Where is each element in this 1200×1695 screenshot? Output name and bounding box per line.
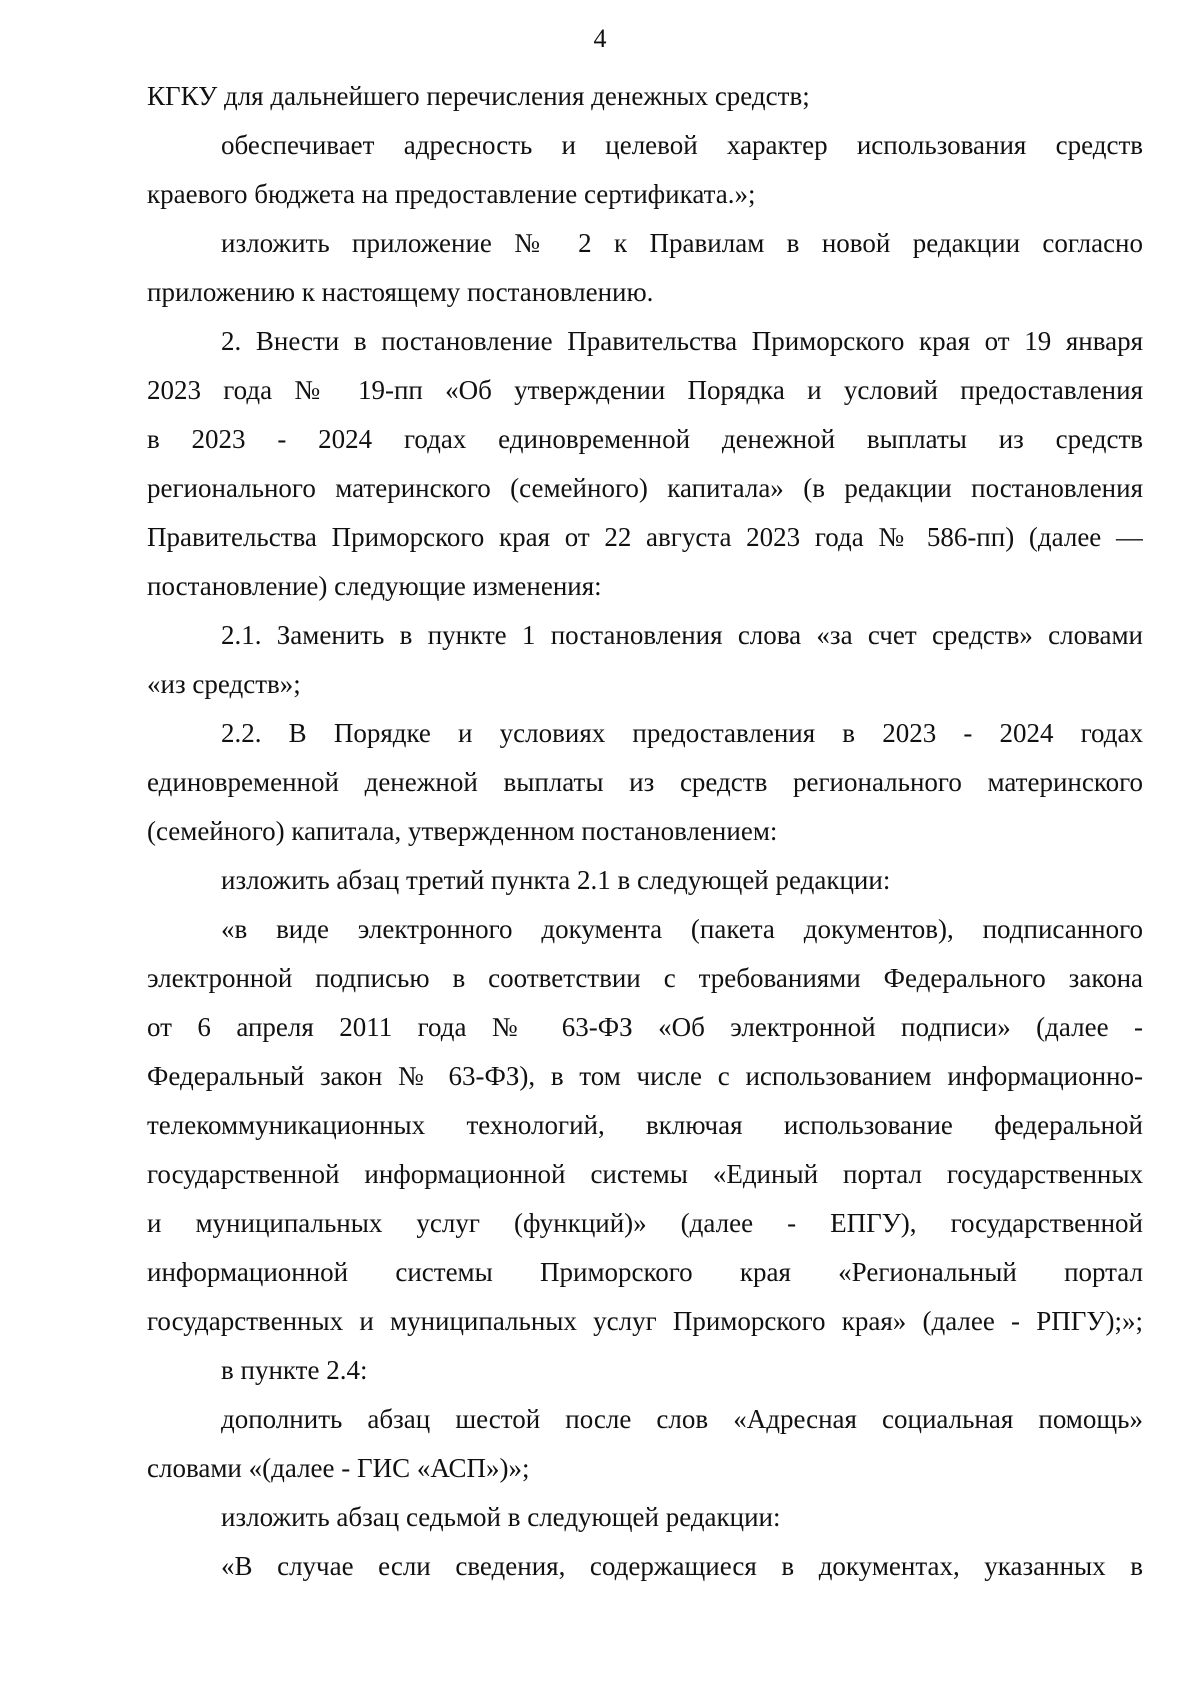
paragraph-item-2-1 [147,618,1143,716]
text-line: и муниципальных услуг (функций)» (далее - ЕПГУ), государственной [147,1208,1143,1238]
text-line: телекоммуникационных технологий, включая использование федеральной [147,1110,1143,1140]
paragraph-item-2-1-third [147,863,1143,912]
text-line: единовременной денежной выплаты из средств регионального материнского [147,767,1143,797]
text-line: государственных и муниципальных услуг Приморского края» (далее - РПГУ);»; [147,1306,1143,1336]
text-line: дополнить абзац шестой после слов «Адресная социальная помощь» [221,1404,1143,1434]
text-line: постановление) следующие изменения: [147,571,602,601]
text-line: КГКУ для дальнейшего перечисления денежных средств; [147,81,810,111]
paragraph-documents-info [147,1549,1143,1598]
text-line: в 2023 - 2024 годах единовременной денежной выплаты из средств [147,424,1143,454]
text-line: 2023 года № 19-пп «Об утверждении Порядка и условий предоставления [147,375,1143,405]
document-body [147,79,1143,1598]
text-line: 2.2. В Порядке и условиях предоставления в 2023 - 2024 годах [221,718,1143,748]
text-line: обеспечивает адресность и целевой характер использования средств [221,130,1143,160]
text-line: изложить абзац седьмой в следующей редакции: [221,1502,781,1532]
text-line: от 6 апреля 2011 года № 63-ФЗ «Об электронной подписи» (далее - [147,1012,1143,1042]
text-line: приложению к настоящему постановлению. [147,277,654,307]
paragraph-targeted-use [147,128,1143,226]
text-line: «В случае если сведения, содержащиеся в документах, указанных в [221,1551,1143,1581]
text-line: регионального материнского (семейного) капитала» (в редакции постановления [147,473,1143,503]
text-line: в пункте 2.4: [221,1355,368,1385]
text-line: 2. Внести в постановление Правительства Приморского края от 19 января [221,326,1143,356]
text-line: изложить абзац третий пункта 2.1 в следующей редакции: [221,865,891,895]
paragraph-seventh-revision [147,1500,1143,1549]
text-line: словами «(далее - ГИС «АСП»)»; [147,1453,530,1483]
paragraph-kgku-transfer [147,79,1143,128]
text-line: Федеральный закон № 63-ФЗ), в том числе с использованием информационно- [147,1061,1143,1091]
text-line: (семейного) капитала, утвержденном постановлением: [147,816,778,846]
text-line: электронной подписью в соответствии с требованиями Федерального закона [147,963,1143,993]
text-line: информационной системы Приморского края «Региональный портал [147,1257,1143,1287]
paragraph-item-2 [147,324,1143,618]
paragraph-electronic-document [147,912,1143,1353]
page-number: 4 [593,24,607,53]
text-line: изложить приложение № 2 к Правилам в новой редакции согласно [221,228,1143,258]
text-line: государственной информационной системы «Единый портал государственных [147,1159,1143,1189]
text-line: Правительства Приморского края от 22 августа 2023 года № 586-пп) (далее — [147,522,1143,552]
text-line: «в виде электронного документа (пакета документов), подписанного [221,914,1143,944]
paragraph-sixth-addition [147,1402,1143,1500]
text-line: краевого бюджета на предоставление сертификата.»; [147,179,756,209]
paragraph-item-2-2 [147,716,1143,863]
text-line: «из средств»; [147,669,301,699]
paragraph-item-2-4 [147,1353,1143,1402]
text-line: 2.1. Заменить в пункте 1 постановления слова «за счет средств» словами [221,620,1143,650]
paragraph-appendix-2 [147,226,1143,324]
